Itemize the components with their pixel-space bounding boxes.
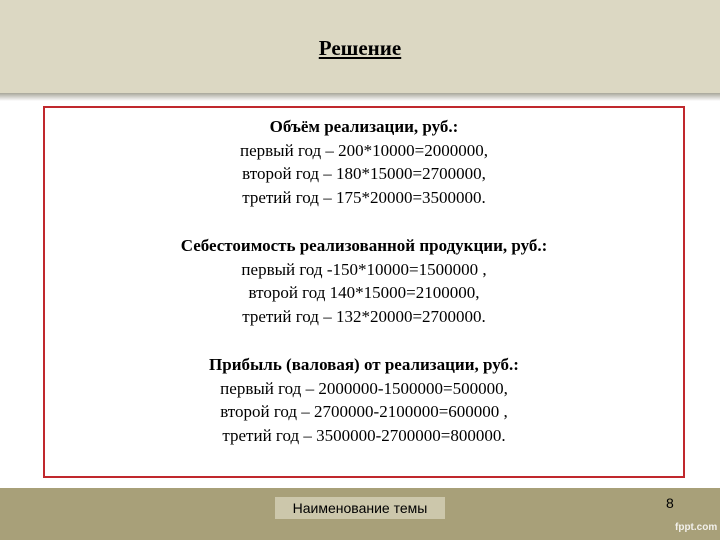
- section-line: второй год 140*15000=2100000,: [248, 283, 480, 302]
- section-line: второй год – 2700000-2100000=600000 ,: [220, 402, 508, 421]
- section-line: третий год – 132*20000=2700000.: [242, 306, 486, 326]
- footer-theme-label: Наименование темы: [275, 497, 445, 519]
- section-heading: Прибыль (валовая) от реализации, руб.:: [209, 355, 519, 374]
- header-shadow: [0, 93, 720, 101]
- slide-title: Решение: [318, 36, 402, 60]
- section-line: третий год – 175*20000=3500000.: [242, 187, 486, 207]
- section-line: второй год – 180*15000=2700000,: [242, 164, 486, 183]
- watermark-text: fppt.com: [675, 522, 718, 533]
- section-line: первый год – 2000000-1500000=500000,: [220, 378, 508, 398]
- section-heading: Объём реализации, руб.:: [269, 117, 459, 136]
- content-box: [43, 106, 685, 478]
- section-gross-profit: [45, 353, 683, 447]
- page-number: 8: [666, 495, 674, 511]
- section-line: первый год – 200*10000=2000000,: [240, 140, 488, 160]
- section-cost-of-goods: [45, 234, 683, 328]
- section-sales-volume: [45, 115, 683, 209]
- section-line: первый год -150*10000=1500000 ,: [241, 259, 487, 279]
- section-line: третий год – 3500000-2700000=800000.: [222, 425, 506, 445]
- section-heading: Себестоимость реализованной продукции, руб.:: [180, 236, 548, 255]
